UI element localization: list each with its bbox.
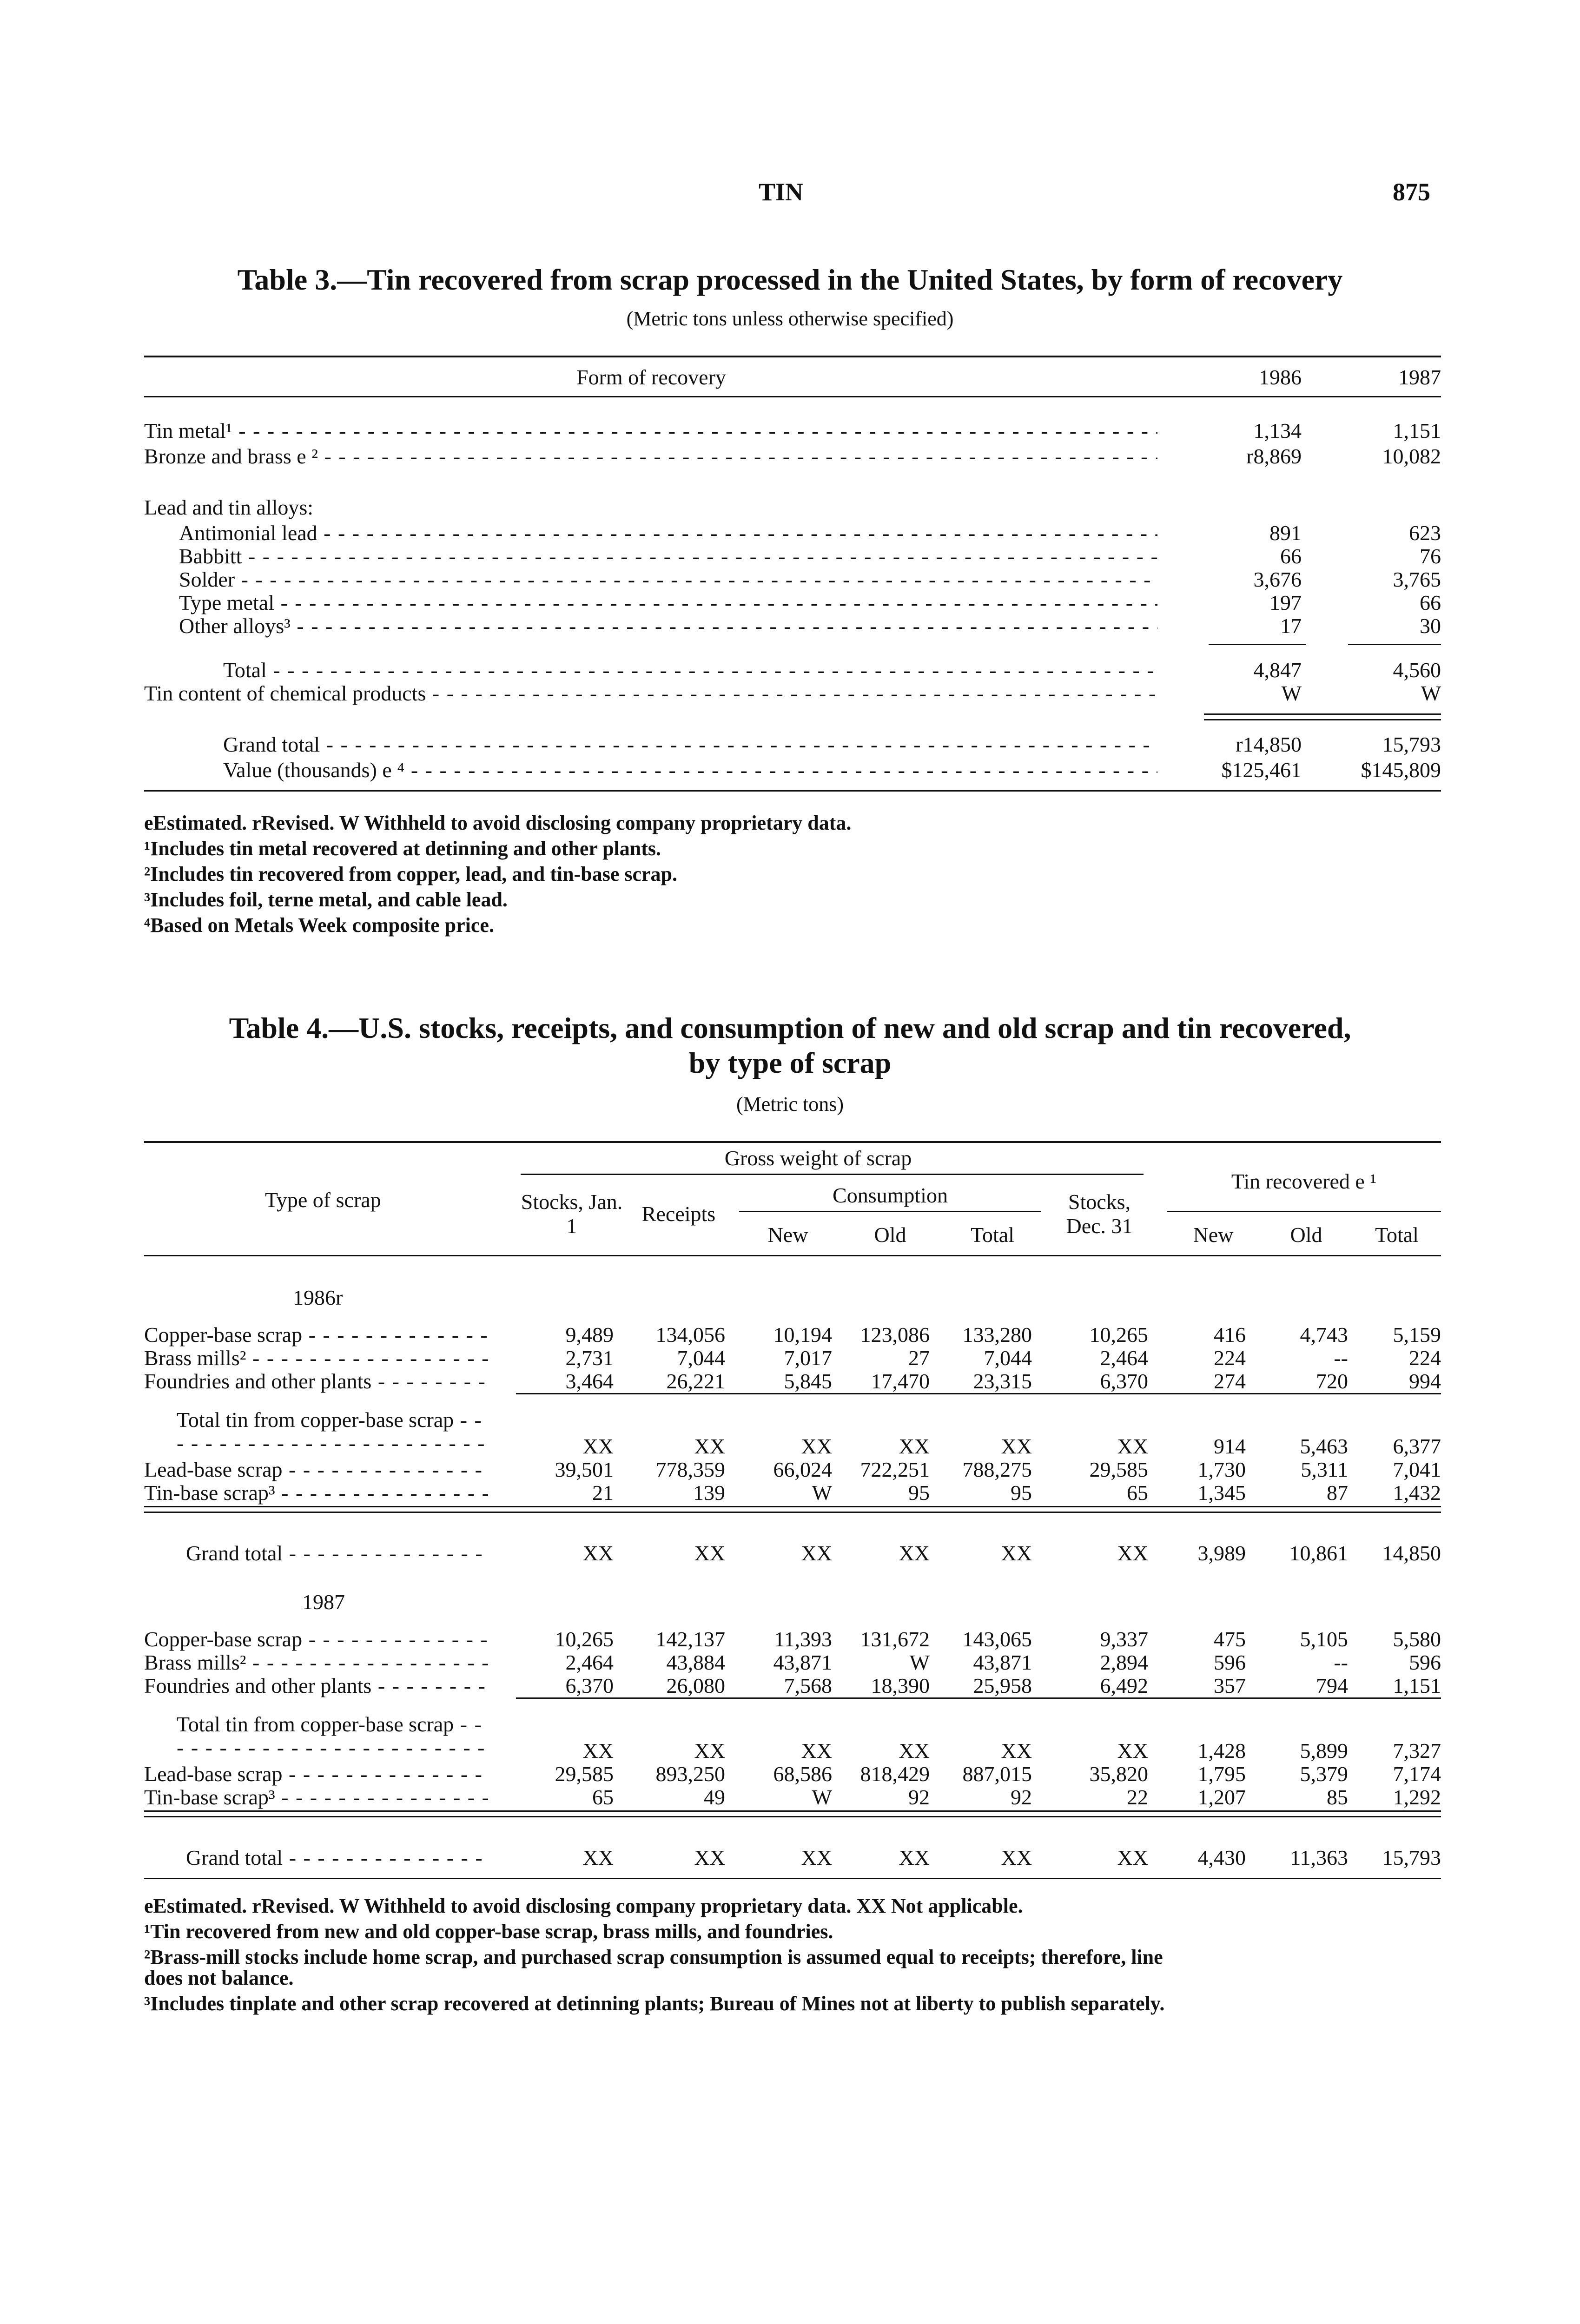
table4-cell: 6,377: [1393, 1434, 1441, 1458]
table4-cell: 11,363: [1290, 1846, 1348, 1869]
table4-cell: 123,086: [860, 1323, 930, 1347]
table4-cell: 788,275: [962, 1458, 1032, 1481]
table4-row-label: Copper-base scrap - - -: [144, 1627, 488, 1651]
table4-row-label: Total tin from copper-base scrap - - -: [177, 1408, 488, 1457]
table4-cell: 43,871: [773, 1651, 832, 1674]
table4-cell: 3,464: [565, 1369, 614, 1393]
table3-col-label: Form of recovery: [576, 365, 726, 389]
table4-cell: 6,370: [565, 1674, 614, 1697]
table4-cell: 5,845: [784, 1369, 832, 1393]
table3-row-label: Other alloys³ - - -: [179, 614, 1157, 638]
table4-cell: XX: [1117, 1434, 1148, 1458]
table3-footnote: ³Includes foil, terne metal, and cable lead.: [144, 888, 508, 911]
table3-row-label: Type metal - - -: [179, 590, 1157, 615]
table3-cell: 623: [1409, 521, 1441, 545]
table4-cell: 29,585: [1089, 1458, 1148, 1481]
table4-cell: 6,492: [1100, 1674, 1148, 1697]
grandtotal-rule: [1204, 713, 1441, 715]
table4-cell: 65: [1127, 1481, 1148, 1505]
table4-cell: 85: [1327, 1785, 1348, 1809]
table3-cell: 15,793: [1382, 733, 1441, 756]
table3-cell: 197: [1269, 591, 1302, 614]
table4-title-line2: by type of scrap: [688, 1046, 892, 1079]
table4-cell: XX: [694, 1434, 725, 1458]
table4-cell: XX: [801, 1846, 832, 1869]
table3-row-label: Solder - - -: [179, 567, 1157, 592]
table4-cell: 134,056: [655, 1323, 725, 1347]
grandtotal-rule: [144, 1512, 1441, 1513]
table4-cell: 5,899: [1300, 1739, 1348, 1763]
table4-cell: 2,731: [565, 1346, 614, 1370]
table4-cell: 893,250: [655, 1762, 725, 1786]
table4-footnote: ²Brass-mill stocks include home scrap, and purchased scrap consumption is assumed equal to receipts; therefore, line: [144, 1946, 1163, 1968]
table4-cell: 18,390: [871, 1674, 930, 1697]
table3-cell: 66: [1420, 591, 1441, 614]
table4-cell: XX: [1117, 1541, 1148, 1565]
table4-cell: 26,221: [666, 1369, 725, 1393]
table4-title-line1: Table 4.—U.S. stocks, receipts, and consumption of new and old scrap and tin recovered,: [229, 1011, 1351, 1044]
table3-cell: 1,134: [1253, 419, 1302, 442]
table4-cell: 7,568: [784, 1674, 832, 1697]
table4-cell: 1,207: [1197, 1785, 1246, 1809]
table4-cell: 1,432: [1393, 1481, 1441, 1505]
table4-cell: 1,428: [1197, 1739, 1246, 1763]
table4-cell: 596: [1214, 1651, 1246, 1674]
table4-cell: 416: [1214, 1323, 1246, 1347]
table4-row-label: Grand total - - -: [186, 1845, 488, 1870]
table4-cell: 133,280: [962, 1323, 1032, 1347]
table3-cell: r14,850: [1236, 733, 1302, 756]
table3-cell: 3,676: [1253, 568, 1302, 591]
table3-cell: W: [1281, 681, 1302, 705]
table4-cell: 17,470: [871, 1369, 930, 1393]
table4-cell: 26,080: [666, 1674, 725, 1697]
table4-cell: XX: [694, 1541, 725, 1565]
grandtotal-rule: [144, 1506, 1441, 1507]
table4-cell: 65: [592, 1785, 614, 1809]
table4-cell: XX: [1001, 1739, 1032, 1763]
table4-cell: W: [812, 1785, 832, 1809]
table3-footnote: ²Includes tin recovered from copper, lead, and tin-base scrap.: [144, 863, 678, 885]
table4-cell: 10,861: [1289, 1541, 1348, 1565]
table4-cell: 4,430: [1197, 1846, 1246, 1869]
grandtotal-rule: [144, 1810, 1441, 1812]
table4-cell: XX: [899, 1846, 930, 1869]
table4-row-label: Grand total - - -: [186, 1541, 488, 1565]
table4-cell: 2,464: [565, 1651, 614, 1674]
subtotal-rule: [1209, 644, 1306, 645]
table3-cell: 3,765: [1393, 568, 1441, 591]
table4-cell: 27: [908, 1346, 930, 1370]
table4-cell: XX: [1001, 1846, 1032, 1869]
table4-footnote: does not balance.: [144, 1967, 294, 1989]
table4-cell: 21: [592, 1481, 614, 1505]
stocks-dec-header: Stocks, Dec. 31: [1066, 1190, 1133, 1238]
tin-new-header: New: [1193, 1223, 1234, 1247]
table3-year-1987: 1987: [1398, 365, 1441, 389]
table4-cell: 92: [1011, 1785, 1032, 1809]
table3-title: Table 3.—Tin recovered from scrap processed in the United States, by form of recovery: [237, 263, 1343, 296]
table3-cell: 30: [1420, 614, 1441, 638]
tin-old-header: Old: [1290, 1223, 1322, 1247]
table3-row-label: Value (thousands) e ⁴ - - -: [223, 758, 1157, 782]
subtotal-rule: [1348, 644, 1441, 645]
table4-cell: 7,044: [984, 1346, 1032, 1370]
table4-cell: 994: [1409, 1369, 1441, 1393]
table4-cell: 5,580: [1393, 1627, 1441, 1651]
table4-row-label: Lead-base scrap - - -: [144, 1457, 488, 1482]
table4-cell: 43,884: [666, 1651, 725, 1674]
table4-cell: 14,850: [1382, 1541, 1441, 1565]
table4-cell: 23,315: [973, 1369, 1032, 1393]
table4-cell: 143,065: [962, 1627, 1032, 1651]
table3-footnote: ⁴Based on Metals Week composite price.: [144, 914, 494, 937]
table3-cell: 76: [1420, 544, 1441, 568]
table4-cell: XX: [1117, 1739, 1148, 1763]
table3-cell: 1,151: [1393, 419, 1441, 442]
table4-bottom-rule: [144, 1878, 1441, 1879]
table4-cell: XX: [899, 1541, 930, 1565]
table4-cell: XX: [801, 1739, 832, 1763]
table4-cell: 10,265: [1089, 1323, 1148, 1347]
table4-cell: 794: [1316, 1674, 1348, 1697]
table4-cell: 596: [1409, 1651, 1441, 1674]
table3-cell: 4,847: [1253, 658, 1302, 682]
table4-cell: 1,345: [1197, 1481, 1246, 1505]
table4-cell: 9,337: [1100, 1627, 1148, 1651]
table4-cell: 5,105: [1300, 1627, 1348, 1651]
table3-section-label: Lead and tin alloys:: [144, 495, 314, 519]
table4-row-label: Lead-base scrap - - -: [144, 1762, 488, 1786]
table4-cell: 274: [1214, 1369, 1246, 1393]
table4-cell: 142,137: [655, 1627, 725, 1651]
table3-cell: 66: [1280, 544, 1302, 568]
table3-cell: W: [1421, 681, 1441, 705]
table4-cell: 66,024: [773, 1458, 832, 1481]
table4-cell: XX: [1001, 1434, 1032, 1458]
table4-cell: 224: [1409, 1346, 1441, 1370]
table4-cell: 11,393: [774, 1627, 832, 1651]
table4-cell: 5,311: [1301, 1458, 1348, 1481]
table3-row-label: Antimonial lead - - -: [179, 521, 1157, 545]
table4-cell: 1,151: [1393, 1674, 1441, 1697]
cons-total-header: Total: [971, 1223, 1014, 1247]
table4-cell: 43,871: [973, 1651, 1032, 1674]
table4-header-rule: [144, 1255, 1441, 1256]
table4-cell: 95: [908, 1481, 930, 1505]
table4-cell: --: [1334, 1346, 1348, 1370]
table4-cell: 224: [1214, 1346, 1246, 1370]
table3-year-1986: 1986: [1259, 365, 1302, 389]
table4-cell: 25,958: [973, 1674, 1032, 1697]
table4-cell: XX: [1001, 1541, 1032, 1565]
table4-cell: W: [909, 1651, 930, 1674]
gross-weight-header: Gross weight of scrap: [724, 1146, 912, 1170]
table4-cell: 357: [1214, 1674, 1246, 1697]
table3-cell: 4,560: [1393, 658, 1441, 682]
table4-cell: XX: [899, 1739, 930, 1763]
table4-cell: XX: [1117, 1846, 1148, 1869]
table4-row-label: Total tin from copper-base scrap - - -: [177, 1713, 488, 1762]
tin-recovered-rule: [1167, 1211, 1441, 1212]
cons-old-header: Old: [874, 1223, 906, 1247]
table4-cell: 95: [1011, 1481, 1032, 1505]
tin-recovered-header: Tin recovered e ¹: [1231, 1169, 1377, 1193]
table4-cell: XX: [694, 1846, 725, 1869]
running-header: TIN: [759, 178, 804, 206]
table4-row-label: Copper-base scrap - - -: [144, 1322, 488, 1347]
table4-footnote: ¹Tin recovered from new and old copper-base scrap, brass mills, and foundries.: [144, 1920, 833, 1943]
table4-cell: 29,585: [555, 1762, 614, 1786]
table4-row-label: Brass mills² - - -: [144, 1346, 488, 1370]
consumption-header: Consumption: [833, 1183, 948, 1207]
table4-cell: 7,041: [1393, 1458, 1441, 1481]
table4-cell: 131,672: [860, 1627, 930, 1651]
subtotal-rule: [516, 1393, 1441, 1394]
table4-cell: 3,989: [1197, 1541, 1246, 1565]
cons-new-header: New: [767, 1223, 808, 1247]
table4-top-rule: [144, 1141, 1441, 1143]
table4-cell: 92: [908, 1785, 930, 1809]
subtotal-rule: [516, 1697, 1441, 1699]
table3-cell: r8,869: [1246, 444, 1302, 468]
grandtotal-rule: [144, 1816, 1441, 1817]
table3-cell: 891: [1269, 521, 1302, 545]
table4-cell: 1,730: [1197, 1458, 1246, 1481]
table4-cell: 5,463: [1300, 1434, 1348, 1458]
table4-cell: XX: [801, 1434, 832, 1458]
table4-cell: 87: [1327, 1481, 1348, 1505]
table4-cell: XX: [582, 1846, 614, 1869]
table4-cell: 1,292: [1393, 1785, 1441, 1809]
table4-cell: 2,894: [1100, 1651, 1148, 1674]
gross-weight-rule: [521, 1174, 1144, 1175]
table3-bottom-rule: [144, 790, 1441, 792]
year-1986-label: 1986r: [293, 1286, 343, 1309]
table3-cell: 10,082: [1382, 444, 1441, 468]
table4-cell: 475: [1214, 1627, 1246, 1651]
table4-cell: 7,017: [784, 1346, 832, 1370]
table3-row-label: Tin metal¹ - - -: [144, 418, 1157, 443]
grandtotal-rule: [1204, 719, 1441, 720]
table3-top-rule: [144, 356, 1441, 357]
table4-cell: 4,743: [1300, 1323, 1348, 1347]
table4-cell: 7,327: [1393, 1739, 1441, 1763]
table3-header-rule: [144, 396, 1441, 397]
table3-row-label: Total - - -: [223, 658, 1157, 682]
consumption-rule: [739, 1211, 1041, 1212]
stocks-jan-header: Stocks, Jan. 1: [521, 1190, 623, 1238]
table4-cell: --: [1334, 1651, 1348, 1674]
table4-cell: 9,489: [565, 1323, 614, 1347]
table4-cell: 2,464: [1100, 1346, 1148, 1370]
table4-cell: XX: [801, 1541, 832, 1565]
table4-cell: XX: [582, 1541, 614, 1565]
table4-cell: XX: [582, 1739, 614, 1763]
table4-cell: 6,370: [1100, 1369, 1148, 1393]
table4-cell: 5,159: [1393, 1323, 1441, 1347]
table4-cell: 49: [704, 1785, 725, 1809]
table4-footnote: eEstimated. rRevised. W Withheld to avoid disclosing company proprietary data. XX Not applicable.: [144, 1895, 1023, 1917]
table4-row-label: Tin-base scrap³ - - -: [144, 1480, 488, 1505]
table4-cell: 818,429: [860, 1762, 930, 1786]
table3-footnote: ¹Includes tin metal recovered at detinning and other plants.: [144, 837, 661, 860]
table4-cell: 1,795: [1197, 1762, 1246, 1786]
table4-cell: 15,793: [1382, 1846, 1441, 1869]
table4-cell: 887,015: [962, 1762, 1032, 1786]
table4-cell: 10,265: [555, 1627, 614, 1651]
table4-row-label: Tin-base scrap³ - - -: [144, 1785, 488, 1809]
page-number: 875: [1393, 178, 1430, 206]
table4-cell: 7,044: [677, 1346, 725, 1370]
table3-row-label: Babbitt - - -: [179, 544, 1157, 568]
table3-row-label: Grand total - - -: [223, 732, 1157, 757]
table3-footnote: eEstimated. rRevised. W Withheld to avoid disclosing company proprietary data.: [144, 812, 852, 834]
table3-row-label: Tin content of chemical products - - -: [144, 681, 1157, 706]
table4-cell: 7,174: [1393, 1762, 1441, 1786]
table4-cell: 5,379: [1300, 1762, 1348, 1786]
table4-cell: 68,586: [773, 1762, 832, 1786]
table4-cell: 22: [1127, 1785, 1148, 1809]
tin-total-header: Total: [1375, 1223, 1419, 1247]
table4-cell: XX: [694, 1739, 725, 1763]
type-of-scrap-header: Type of scrap: [265, 1188, 381, 1212]
receipts-header: Receipts: [641, 1202, 716, 1226]
table3-cell: $145,809: [1361, 758, 1441, 782]
table4-cell: 720: [1316, 1369, 1348, 1393]
table4-cell: 778,359: [655, 1458, 725, 1481]
table4-row-label: Brass mills² - - -: [144, 1650, 488, 1675]
table4-row-label: Foundries and other plants - - -: [144, 1369, 488, 1393]
table4-cell: 35,820: [1089, 1762, 1148, 1786]
table3-cell: $125,461: [1221, 758, 1302, 782]
year-1987-label: 1987: [302, 1590, 345, 1614]
table4-cell: 10,194: [773, 1323, 832, 1347]
table3-cell: 17: [1280, 614, 1302, 638]
table4-cell: W: [812, 1481, 832, 1505]
table3-row-label: Bronze and brass e ² - - -: [144, 444, 1157, 469]
table4-cell: XX: [899, 1434, 930, 1458]
table3-subtitle: (Metric tons unless otherwise specified): [626, 307, 954, 330]
table4-cell: 914: [1214, 1434, 1246, 1458]
table4-footnote: ³Includes tinplate and other scrap recovered at detinning plants; Bureau of Mines not at liberty to publish separately.: [144, 1992, 1165, 2015]
table4-cell: 139: [693, 1481, 725, 1505]
table4-cell: 39,501: [555, 1458, 614, 1481]
table4-cell: 722,251: [860, 1458, 930, 1481]
table4-row-label: Foundries and other plants - - -: [144, 1673, 488, 1698]
table4-subtitle: (Metric tons): [736, 1093, 844, 1116]
table4-cell: XX: [582, 1434, 614, 1458]
